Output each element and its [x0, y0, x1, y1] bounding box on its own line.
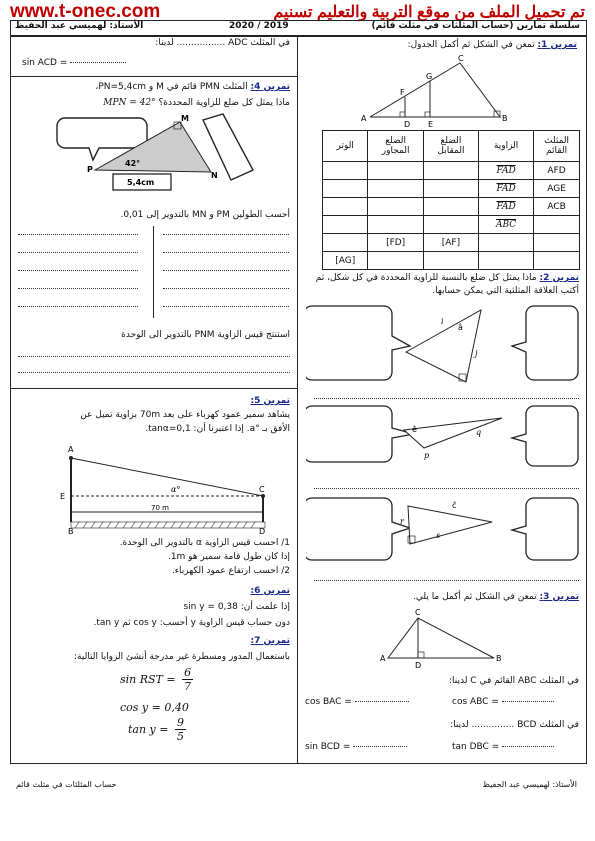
cell-adjacent[interactable]: [368, 252, 423, 270]
ex4-label-side: 5,4cm: [127, 178, 155, 187]
ex4-answer-line[interactable]: [18, 252, 138, 253]
cell-adjacent[interactable]: [368, 180, 423, 198]
col-opposite: الضلع المقابل: [423, 131, 478, 162]
cos-abc-label: cos ABC =: [452, 697, 499, 707]
cell-angle: $\overline{FAD}$: [479, 162, 534, 180]
cell-angle: $\overline{FAD}$: [479, 180, 534, 198]
ex4-answer-line[interactable]: [163, 234, 289, 235]
ex1-title: تمرين 1:: [537, 40, 577, 50]
cos-bac-answer[interactable]: [355, 701, 409, 702]
ex4-line1: المثلث PMN قائم في M و PN=5,4cm،: [95, 82, 248, 92]
ex5-label-e: E: [60, 492, 66, 501]
ex4-answer-line[interactable]: [18, 270, 138, 271]
ex4-line2: ماذا يمثل كل ضلع للزاوية المحددة؟: [158, 98, 290, 108]
label-g: G: [426, 72, 433, 81]
ex4-question: أحسب الطولين PM و MN بالتدوير إلى 0,01.: [120, 210, 290, 220]
table-row: [323, 234, 580, 252]
cell-hyp[interactable]: [323, 180, 368, 198]
cell-triangle: ACB: [534, 198, 580, 216]
ex5-figure: [35, 440, 280, 535]
ex7-tan-num: 9: [177, 716, 184, 729]
cell-angle: $\overline{ABC}$: [479, 216, 534, 234]
watermark-slogan: تم تحميل الملف من موقع التربية والتعليم تسنيم: [273, 4, 585, 21]
ex7-sin-den: 7: [184, 680, 192, 693]
ex5-label-alpha: α°: [171, 485, 181, 494]
ex5-line1: يشاهد سمير عمود كهرباء على بعد 70m بزاوية تميل عن: [80, 410, 290, 420]
cell-hyp[interactable]: [323, 234, 368, 252]
left-separator: [10, 388, 297, 389]
cos-abc-answer[interactable]: [502, 701, 554, 702]
ex2-figure-1: [306, 300, 581, 390]
fig3-label-c: ĉ: [452, 501, 457, 510]
ex6-line2: دون حساب قيس الزاوية y أحسب: cos y ثم tan y.: [93, 618, 290, 628]
ex3-label-a: A: [380, 654, 386, 663]
cell-adjacent[interactable]: [368, 162, 423, 180]
ex1-instruction: تمعن في الشكل ثم أكمل الجدول:: [407, 40, 535, 50]
ex4-deduce-line[interactable]: [18, 372, 290, 373]
ex4-answer-line[interactable]: [18, 306, 138, 307]
col-angle: الزاوية: [479, 131, 534, 162]
ex4-deduce: استنتج قيس الزاوية PNM بالتدوير الى الوحدة: [121, 330, 290, 340]
ex4-answer-line[interactable]: [163, 288, 289, 289]
ex2-instruction: ماذا يمثل كل ضلع بالنسبة للزاوية المحددة في كل شكل، ثم أكتب العلاقة المثلثية التي يمكن حسابها.: [315, 273, 579, 296]
ex3-title: تمرين 3:: [539, 592, 579, 602]
label-d: D: [404, 120, 411, 129]
ex5-line2: الأفق بـ °a. إذا اعتبرنا أن: tanα=0,1.: [145, 424, 290, 434]
cell-angle: $\overline{FAD}$: [479, 198, 534, 216]
tan-dbc-label: tan DBC =: [452, 742, 500, 752]
ex3-label-c: C: [415, 608, 421, 617]
ex3-cos-abc: [452, 697, 554, 707]
ex4-answer-line[interactable]: [163, 306, 289, 307]
cell-triangle[interactable]: [534, 252, 580, 270]
col-triangle: المثلث القائم: [534, 131, 580, 162]
ex3-sin-bcd: [305, 742, 407, 752]
table-row: [323, 198, 580, 216]
ex3-label-d: D: [415, 661, 422, 670]
label-a: A: [361, 114, 367, 123]
col-adjacent: الضلع المجاور: [368, 131, 423, 162]
ex4-label-m: M: [181, 114, 189, 123]
ex4-deduce-line[interactable]: [18, 356, 290, 357]
cell-angle[interactable]: [479, 252, 534, 270]
teacher-name: الأستاذ: لهميسي عبد الحفيظ: [15, 21, 144, 31]
sin-bcd-label: sin BCD =: [305, 742, 351, 752]
fig3-label-r: r: [400, 517, 404, 526]
left-separator: [10, 76, 297, 77]
ex4-answer-divider: [153, 226, 154, 318]
fig1-label-i: i: [441, 317, 444, 326]
ex5-q1: 1/ احسب قيس الزاوية α بالتدوير الى الوحدة.: [119, 538, 290, 548]
table-header-row: [323, 131, 580, 162]
fig1-label-j: j: [475, 349, 478, 358]
ex5-q2: 2/ احسب ارتفاع عمود الكهرباء.: [171, 566, 290, 576]
ex7-cos: cos y = 0,40: [120, 701, 189, 714]
series-title: سلسلة تمارين (حساب المثلثات في مثلث قائم): [371, 21, 580, 31]
ex3-instruction: تمعن في الشكل ثم أكمل ما يلي.: [412, 592, 537, 602]
ex2-title: تمرين 2:: [539, 273, 579, 283]
ex2-figure-3: [306, 492, 581, 570]
ex5-label-a: A: [68, 445, 74, 454]
label-f: F: [400, 88, 405, 97]
sin-bcd-answer[interactable]: [353, 746, 407, 747]
ex5-label-b: B: [68, 527, 74, 535]
ex5-label-c: C: [259, 485, 265, 494]
label-c: C: [458, 55, 464, 63]
cell-opposite[interactable]: [423, 180, 478, 198]
cell-opposite[interactable]: [423, 252, 478, 270]
label-b: B: [502, 114, 508, 123]
fig2-label-p: p: [424, 451, 430, 460]
ex4-label-n: N: [211, 171, 218, 180]
cell-triangle[interactable]: [534, 234, 580, 252]
table-row: [323, 162, 580, 180]
left-top-line: في المثلث ADC ................. لدينا:: [155, 38, 290, 48]
ex5-title: تمرين 5:: [250, 396, 290, 406]
ex4-label-p: P: [87, 165, 93, 174]
ex2-answer-line[interactable]: [314, 580, 579, 581]
cell-opposite[interactable]: [423, 198, 478, 216]
sin-acd-row: [22, 58, 126, 68]
cell-hyp[interactable]: [323, 198, 368, 216]
ex4-answer-line[interactable]: [163, 270, 289, 271]
ex3-cos-bac: [305, 697, 409, 707]
fig2-label-q: q: [476, 428, 482, 437]
ex7-line1: باستعمال المدور ومسطرة غير مدرجة أنشئ الزوايا التالية:: [74, 652, 290, 662]
ex3-label-b: B: [496, 654, 502, 663]
footer-right: الأستاذ: لهميسي عبد الحفيظ: [482, 780, 577, 789]
ex1-figure: [360, 55, 520, 130]
ex3-figure: [380, 606, 510, 670]
col-hyp: الوتر: [323, 131, 368, 162]
cell-adjacent: [FD]: [368, 234, 423, 252]
cell-opposite[interactable]: [423, 216, 478, 234]
ex6-line1: إذا علمت أن: sin y = 0,38: [183, 602, 290, 612]
ex5-heading: [15, 396, 290, 406]
ex7-title: تمرين 7:: [250, 636, 290, 646]
ex3-line1: في المثلث ABC القائم في C لدينا:: [448, 676, 579, 686]
cos-bac-label: cos BAC =: [305, 697, 352, 707]
ex4-title: تمرين 4:: [250, 82, 290, 92]
ex7-sin-num: 6: [184, 666, 192, 679]
watermark-site: www.t-onec.com: [10, 1, 161, 22]
ex1-table: [322, 130, 580, 270]
ex5-label-d: D: [259, 527, 266, 535]
cell-triangle: AFD: [534, 162, 580, 180]
fig2-label-e: ê: [412, 425, 417, 434]
cell-hyp[interactable]: [323, 162, 368, 180]
cell-angle[interactable]: [479, 234, 534, 252]
ex2-answer-line[interactable]: [314, 488, 579, 489]
tan-dbc-answer[interactable]: [502, 746, 554, 747]
ex7-tan-label: tan y =: [128, 723, 169, 736]
cell-hyp: [AG]: [323, 252, 368, 270]
ex4-label-angle: 42°: [125, 159, 141, 168]
footer-left: حساب المثلثات في مثلث قائم: [16, 780, 117, 789]
ex3-tan-dbc: [452, 742, 554, 752]
cell-adjacent[interactable]: [368, 198, 423, 216]
sin-acd-label: sin ACD =: [22, 58, 68, 68]
ex4-figure: [55, 112, 295, 217]
cell-opposite: [AF]: [423, 234, 478, 252]
ex7-sin-fraction: [182, 666, 193, 693]
ex7-tan-den: 5: [177, 730, 184, 743]
ex4-answer-line[interactable]: [163, 252, 289, 253]
ex4-heading: [15, 82, 290, 92]
fig3-label-s: s: [436, 531, 441, 540]
ex7-heading: [15, 636, 290, 646]
ex6-heading: [15, 586, 290, 596]
cell-triangle: AGE: [534, 180, 580, 198]
cell-opposite[interactable]: [423, 162, 478, 180]
ex7-tan-fraction: [175, 716, 186, 743]
ex7-tan: [128, 716, 186, 743]
ex1-heading: [307, 40, 577, 50]
fig1-label-a: â: [458, 323, 463, 332]
ex2-answer-line[interactable]: [314, 398, 579, 399]
label-e: E: [428, 120, 434, 129]
ex4-line2-row: [15, 98, 290, 108]
ex6-title: تمرين 6:: [250, 586, 290, 596]
ex4-angle-expr: MPN = 42°: [103, 98, 156, 108]
ex7-sin-label: sin RST =: [120, 673, 176, 686]
cell-hyp[interactable]: [323, 216, 368, 234]
table-row: [323, 180, 580, 198]
cell-adjacent[interactable]: [368, 216, 423, 234]
sin-acd-answer[interactable]: [70, 62, 126, 63]
ex7-sin: [120, 666, 193, 693]
ex2-heading: [304, 272, 579, 298]
table-row: [323, 216, 580, 234]
school-year: 2020 / 2019: [229, 21, 289, 31]
cell-triangle[interactable]: [534, 216, 580, 234]
ex4-answer-line[interactable]: [18, 288, 138, 289]
ex4-answer-line[interactable]: [18, 234, 138, 235]
ex3-line2: في المثلث BCD ............... لدينا:: [450, 720, 579, 730]
ex5-label-dist: 70 m: [151, 504, 169, 512]
ex3-heading: [304, 592, 579, 602]
ex5-q1b: إذا كان طول قامة سمير هو 1m.: [167, 552, 290, 562]
table-row: [323, 252, 580, 270]
ex2-figure-2: [306, 402, 581, 470]
